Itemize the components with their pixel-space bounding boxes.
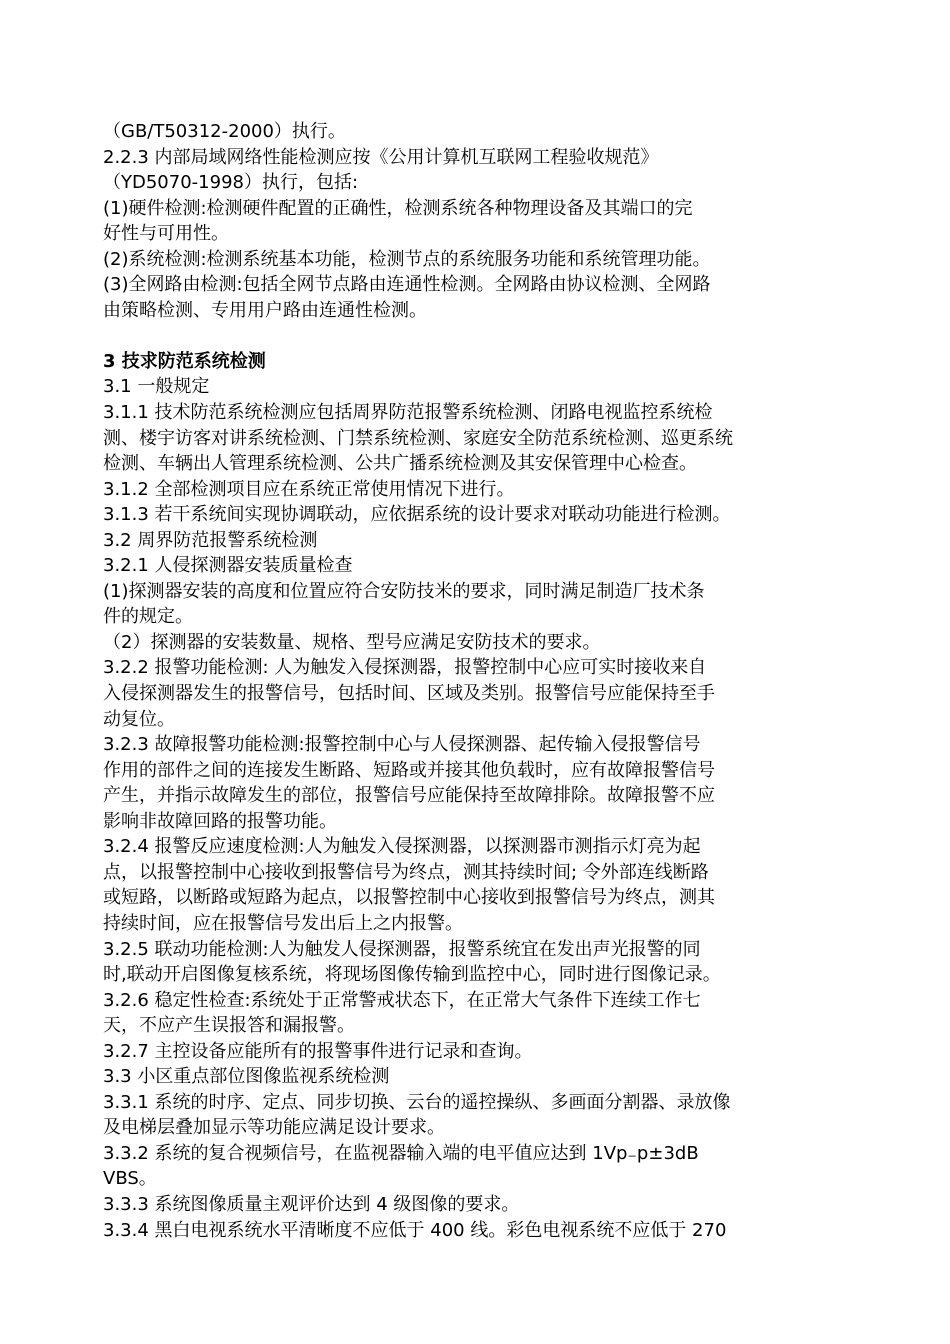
clause-3-1-1-cont-1: 测、楼宇访客对讲系统检测、门禁系统检测、家庭安全防范系统检测、巡更系统 bbox=[103, 427, 733, 449]
clause-3-3-2-cont: VBS。 bbox=[103, 1168, 157, 1190]
clause-3-3-2: 3.3.2 系统的复合视频信号，在监视器输入端的电平值应达到 1Vp₋p±3dB bbox=[103, 1142, 699, 1164]
item-detector-install: (1)探测器安装的高度和位置应符合安防技米的要求，同时满足制造厂技术条 bbox=[103, 580, 705, 602]
clause-3-3-3: 3.3.3 系统图像质量主观评价达到 4 级图像的要求。 bbox=[103, 1193, 520, 1215]
clause-3-2-3-cont-1: 作用的部件之间的连接发生断路、短路或并接其他负载时，应有故障报警信号 bbox=[103, 759, 715, 781]
clause-3-2-4: 3.2.4 报警反应速度检测:人为触发入侵探测器，以探测器市测指示灯亮为起 bbox=[103, 836, 701, 858]
item-system-check: (2)系统检测:检测系统基本功能，检测节点的系统服务功能和系统管理功能。 bbox=[103, 248, 711, 270]
clause-3-3-4: 3.3.4 黑白电视系统水平清晰度不应低于 400 线。彩色电视系统不应低于 270 bbox=[103, 1219, 727, 1241]
clause-3-1-3: 3.1.3 若干系统间实现协调联动，应依据系统的设计要求对联动功能进行检测。 bbox=[103, 504, 731, 526]
clause-3-2-2-cont-2: 动复位。 bbox=[103, 708, 175, 730]
section-heading-3: 3 技求防范系统检测 bbox=[103, 350, 266, 372]
text-line-gb-standard: （GB/T50312-2000）执行。 bbox=[103, 121, 346, 142]
item-routing-check-cont: 由策略检测、专用用户路由连通性检测。 bbox=[103, 299, 427, 321]
subsection-3-2: 3.2 周界防范报警系统检测 bbox=[103, 529, 318, 551]
clause-2-2-3: 2.2.3 内部局域网络性能检测应按《公用计算机互联网工程验收规范》 bbox=[103, 146, 659, 168]
item-hardware-check-cont: 好性与可用性。 bbox=[103, 223, 229, 245]
clause-3-3-1-cont: 及电梯层叠加显示等功能应满足设计要求。 bbox=[103, 1117, 445, 1139]
clause-3-2-4-cont-3: 持续时间，应在报警信号发出后上之内报警。 bbox=[103, 912, 463, 934]
item-detector-quantity: （2）探测器的安装数量、规格、型号应满足安防技术的要求。 bbox=[103, 631, 601, 653]
subsection-3-1: 3.1 一般规定 bbox=[103, 376, 210, 398]
clause-3-2-1: 3.2.1 人侵探测器安装质量检查 bbox=[103, 555, 353, 577]
clause-3-1-2: 3.1.2 全部检测项目应在系统正常使用情况下进行。 bbox=[103, 478, 515, 500]
clause-3-2-6-cont: 天，不应产生误报答和漏报警。 bbox=[103, 1015, 355, 1037]
clause-3-2-3-cont-2: 产生，并指示故障发生的部位，报警信号应能保持至故障排除。故障报警不应 bbox=[103, 785, 715, 807]
item-detector-install-cont: 件的规定。 bbox=[103, 606, 193, 628]
clause-3-2-3: 3.2.3 故障报警功能检测:报警控制中心与人侵探测器、起传输入侵报警信号 bbox=[103, 734, 701, 756]
clause-3-1-1-cont-2: 检测、车辆出人管理系统检测、公共广播系统检测及其安保管理中心检查。 bbox=[103, 453, 697, 475]
clause-3-3-1: 3.3.1 系统的时序、定点、同步切换、云台的遥控操纵、多画面分割器、录放像 bbox=[103, 1091, 731, 1113]
clause-3-2-5: 3.2.5 联动功能检测:人为触发人侵探测器，报警系统宜在发出声光报警的同 bbox=[103, 938, 701, 960]
clause-3-2-6: 3.2.6 稳定性检查:系统处于正常警戒状态下，在正常大气条件下连续工作七 bbox=[103, 989, 701, 1011]
clause-3-1-1: 3.1.1 技术防范系统检测应包括周界防范报警系统检测、闭路电视监控系统检 bbox=[103, 402, 713, 424]
document-body bbox=[103, 119, 863, 1243]
clause-3-2-3-cont-3: 影响非故障回路的报警功能。 bbox=[103, 810, 337, 832]
item-routing-check: (3)全网路由检测:包括全网节点路由连通性检测。全网路由协议检测、全网路 bbox=[103, 274, 711, 296]
clause-3-2-2-cont-1: 入侵探测器发生的报警信号，包括时间、区域及类别。报警信号应能保持至手 bbox=[103, 683, 715, 705]
text-line-yd-standard: （YD5070-1998）执行，包括: bbox=[103, 172, 359, 194]
subsection-3-3: 3.3 小区重点部位图像监视系统检测 bbox=[103, 1066, 390, 1088]
item-hardware-check: (1)硬件检测:检测硬件配置的正确性，检测系统各种物理设备及其端口的完 bbox=[103, 197, 693, 219]
clause-3-2-5-cont: 时,联动开启图像复核系统，将现场图像传输到监控中心，同时进行图像记录。 bbox=[103, 964, 721, 986]
clause-3-2-2: 3.2.2 报警功能检测: 人为触发入侵探测器，报警控制中心应可实时接收来自 bbox=[103, 657, 707, 679]
clause-3-2-7: 3.2.7 主控设备应能所有的报警事件进行记录和查询。 bbox=[103, 1040, 533, 1062]
paragraph-spacer bbox=[103, 323, 863, 349]
clause-3-2-4-cont-1: 点，以报警控制中心接收到报警信号为终点，测其持续时间; 令外部连线断路 bbox=[103, 861, 709, 883]
clause-3-2-4-cont-2: 或短路，以断路或短路为起点，以报警控制中心接收到报警信号为终点，测其 bbox=[103, 887, 715, 909]
